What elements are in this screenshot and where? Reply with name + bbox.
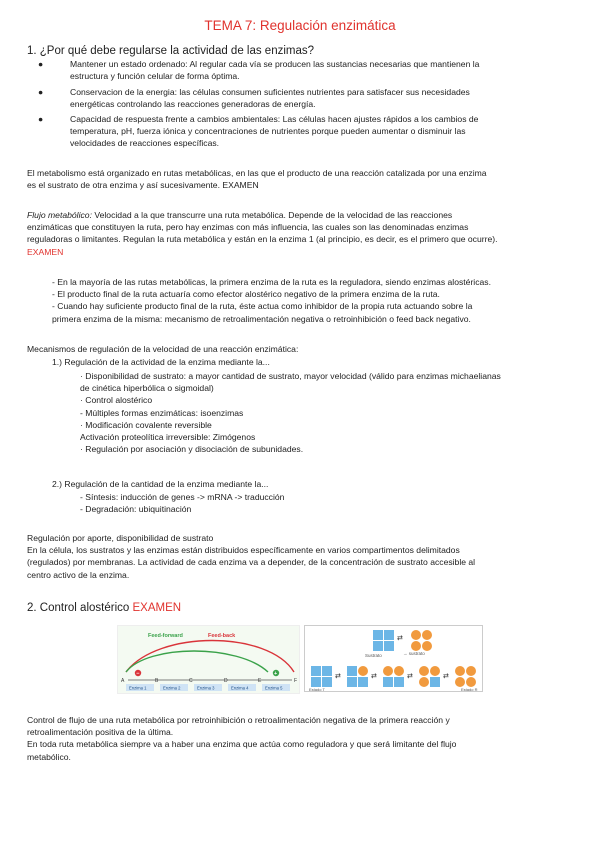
examen-tag: EXAMEN	[27, 246, 64, 257]
allosteric-states-figure	[304, 625, 483, 692]
dash-list: - En la mayoría de las rutas metabólicas, la primera enzima de la ruta es la reguladora, siendo enzimas alostéricas. - El producto final de la ruta actuaría como efector alostérico negativo de la primera enzima de la ruta. - Cuando hay suficiente producto final de la ruta, éste actua como inhibidor de la propia ruta actuando sobre la primera enzima de la misma: mecanismo de retroalimentación negativa o retroinhibición o feed back negativo.	[52, 277, 491, 324]
mecanismo-2-list: - Síntesis: inducción de genes -> mRNA -> traducción - Degradación: ubiquitinación	[80, 492, 285, 515]
node-e: E	[258, 678, 262, 684]
bullet-dot: ●	[38, 87, 44, 97]
feed-forward-label: Feed-forward	[148, 633, 183, 639]
node-f: F	[294, 678, 298, 684]
substrate-arrow-label: → sustrato	[403, 651, 425, 656]
enzyme-4-label: Enzima 4	[231, 685, 249, 691]
feed-back-label: Feed-back	[208, 633, 236, 639]
equilibrium-arrow: ⇄	[443, 672, 449, 680]
allosteric-diagram	[305, 626, 483, 692]
mecanismo-2-title: 2.) Regulación de la cantidad de la enzima mediante la...	[52, 479, 269, 489]
bullet-1: Mantener un estado ordenado: Al regular cada vía se producen las sustancias necesarias que mantienen la estructura y función celular de forma óptima.	[70, 59, 480, 82]
bullet-dot: ●	[38, 114, 44, 124]
node-c: C	[189, 678, 193, 684]
mecanismos-title: Mecanismos de regulación de la velocidad de una reacción enzimática:	[27, 344, 299, 354]
pathway-figure	[117, 625, 300, 694]
section-1-heading: 1. ¿Por qué debe regularse la actividad de las enzimas?	[27, 45, 315, 57]
paragraph-metabolismo: El metabolismo está organizado en rutas metabólicas, en las que el producto de una reacción catalizada por una enzima es el sustrato de otra enzima y así sucesivamente. EXAMEN	[27, 168, 487, 191]
node-a: A	[121, 678, 125, 684]
node-b: B	[155, 678, 159, 684]
t-state-label: Estado T	[309, 687, 325, 692]
mecanismo-1-list: · Disponibilidad de sustrato: a mayor cantidad de sustrato, mayor velocidad (válido para enzimas michaelianas de cinética hiperbólica o sigmoidal) · Control alostérico - Múltiples formas enzimáticas: isoenzimas · Modificación covalente reversible Activación proteolítica irreversible: Zimógenos · Regulación por asociación y disociación de subunidades.	[80, 371, 501, 455]
paragraph-flujo: Flujo metabólico: Velocidad a la que transcurre una ruta metabólica. Depende de la velocidad de las reacciones enzimáticas que constituyen la ruta, pero hay enzimas con más influencia, las cuales son las denominadas enzimas reguladoras o limitantes. Regulan la ruta metabólica y están en la enzima 1 (al principio, es decir, es el primero que ocurre). EXAMEN	[27, 209, 575, 258]
flujo-term: Flujo metabólico:	[27, 210, 92, 220]
plus-sign: +	[274, 671, 278, 677]
enzyme-3-label: Enzima 3	[197, 685, 215, 691]
enzyme-5-label: Enzima 5	[265, 685, 283, 691]
examen-tag: EXAMEN	[132, 602, 182, 614]
enzyme-2-label: Enzima 2	[163, 685, 181, 691]
node-d: D	[224, 678, 228, 684]
substrate-label: Sustrato	[365, 653, 382, 658]
bullet-2: Conservacion de la energia: las células consumen suficientes nutrientes para satisfacer sus necesidades energéticas controlando las reacciones generadoras de energía.	[70, 87, 470, 110]
paragraph-control-flujo: Control de flujo de una ruta metabólica por retroinhibición o retroalimentación negativa de la primera reacción y retroalimentación positiva de la última. En toda ruta metabólica siempre va a haber una enzima que actúa como reguladora y que será limitante del flujo metabólico.	[27, 715, 457, 762]
mecanismo-1-title: 1.) Regulación de la actividad de la enzima mediante la...	[52, 357, 270, 367]
enzyme-1-label: Enzima 1	[129, 685, 147, 691]
pathway-diagram	[118, 626, 300, 694]
equilibrium-arrow: ⇄	[397, 634, 403, 642]
equilibrium-arrow: ⇄	[407, 672, 413, 680]
bullet-3: Capacidad de respuesta frente a cambios ambientales: Las células hacen ajustes rápidos a los cambios de temperatura, pH, fuerza iónica y concentraciones de nutrientes porque pueden aumentar o disminuir las velocidades de reacciones específicas.	[70, 114, 479, 149]
paragraph-aporte: Regulación por aporte, disponibilidad de sustrato En la célula, los sustratos y las enzimas están distribuidos específicamente en varios compartimentos delimitados (regulados) por membranas. La actividad de cada enzima va a depender, de la concentración de sustrato accesible al centro activo de la enzima.	[27, 533, 476, 580]
minus-sign: −	[136, 671, 140, 677]
equilibrium-arrow: ⇄	[335, 672, 341, 680]
r-state-label: Estado R	[461, 687, 478, 692]
section-2-heading: 2. Control alostérico EXAMEN	[27, 602, 182, 614]
page-title: TEMA 7: Regulación enzimática	[204, 18, 396, 33]
bullet-dot: ●	[38, 59, 44, 69]
equilibrium-arrow: ⇄	[371, 672, 377, 680]
